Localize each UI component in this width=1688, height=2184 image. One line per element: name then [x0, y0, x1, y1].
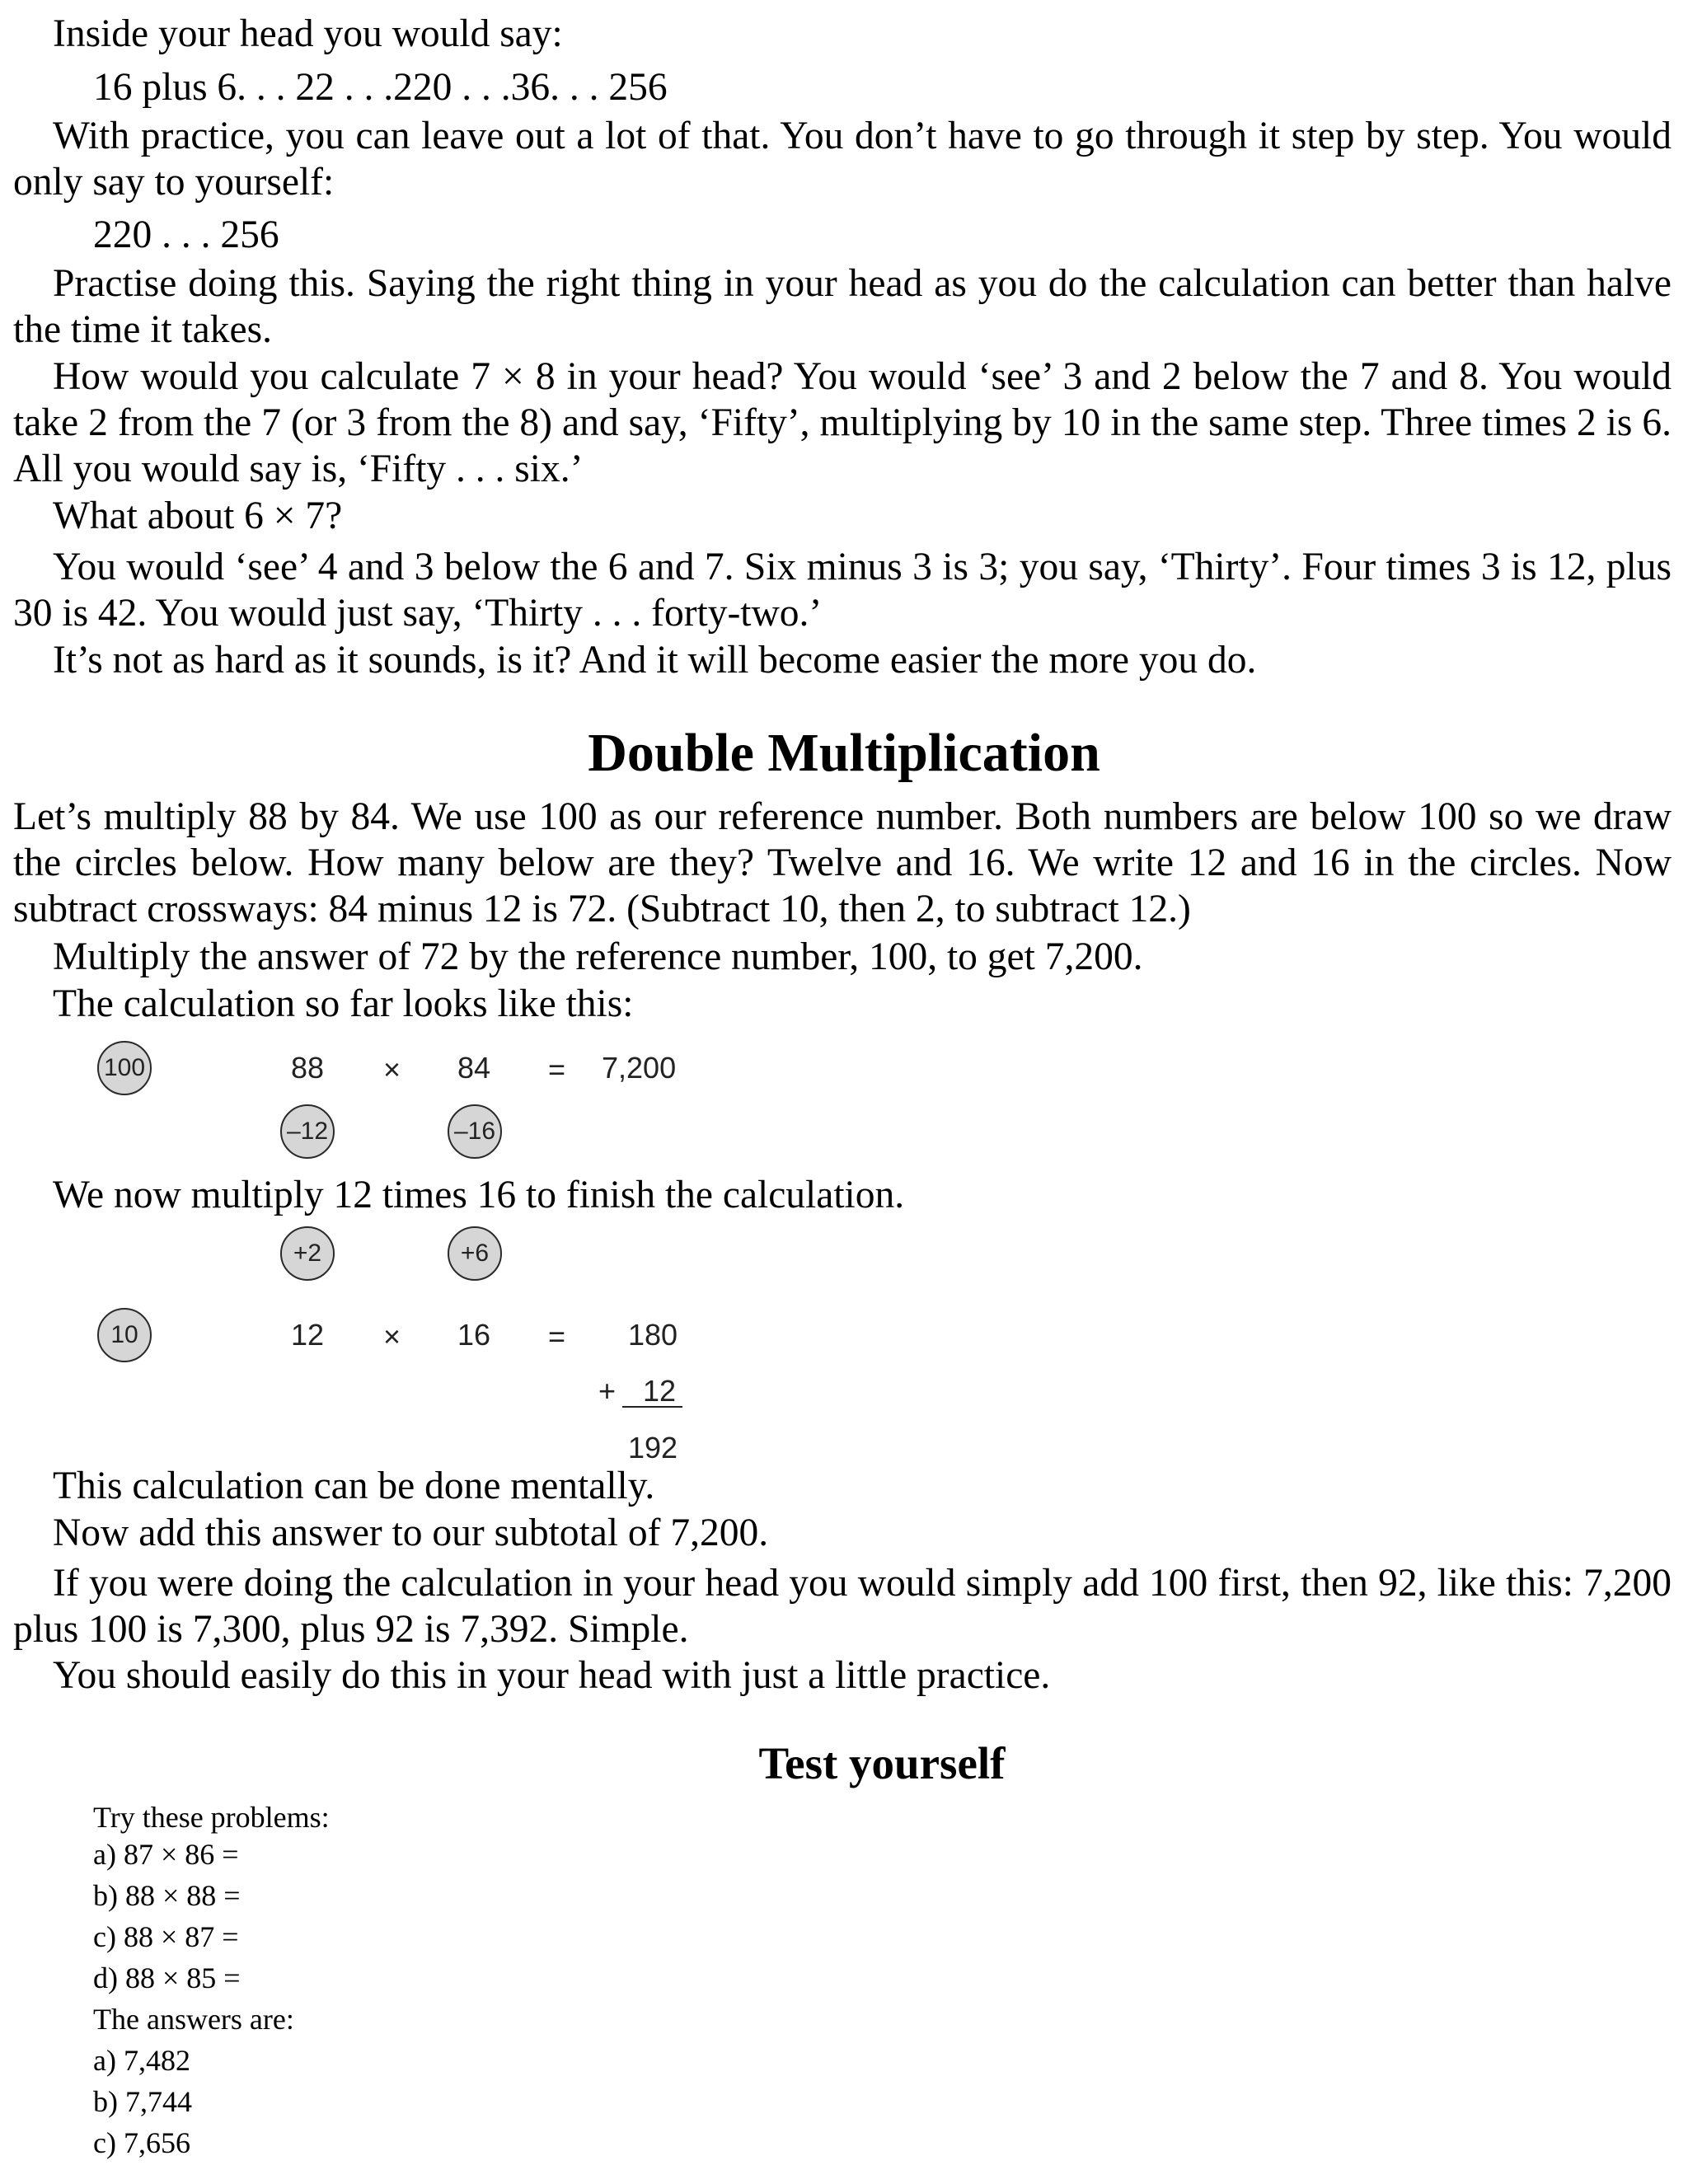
paragraph: With practice, you can leave out a lot of that. You don’t have to go through it step by step. You would only say to yourself: [13, 115, 1672, 204]
equals-sign: = [548, 1052, 566, 1086]
paragraph: What about 6 × 7? [53, 494, 343, 537]
paragraph: Practise doing this. Saying the right thing in your head as you do the calculation can better than halve the time it takes. [13, 262, 1672, 351]
multiplicand: 88 [291, 1051, 325, 1085]
difference-circle: –12 [280, 1104, 335, 1159]
answers-intro: The answers are: [93, 2003, 294, 2036]
paragraph: The calculation so far looks like this: [53, 982, 634, 1025]
answer-item: a) 7,482 [93, 2044, 190, 2077]
subsection-heading: Test yourself [758, 1738, 1006, 1788]
addend: 12 [643, 1374, 677, 1408]
multiplier: 84 [457, 1051, 491, 1085]
difference-circle: +2 [280, 1226, 335, 1281]
paragraph: Multiply the answer of 72 by the reference number, 100, to get 7,200. [53, 935, 1143, 978]
answer-item: b) 7,744 [93, 2085, 192, 2118]
answer-item: c) 7,656 [93, 2126, 190, 2159]
paragraph: It’s not as hard as it sounds, is it? And it will become easier the more you do. [53, 639, 1257, 682]
paragraph: If you were doing the calculation in your head you would simply add 100 first, then 92, like this: 7,200 plus 100 is 7,300, plus 92 is 7,392. Simple. [13, 1562, 1672, 1651]
paragraph: You should easily do this in your head with just a little practice. [53, 1654, 1051, 1697]
problem-item: b) 88 × 88 = [93, 1879, 241, 1912]
reference-circle: 100 [97, 1041, 152, 1095]
paragraph: Inside your head you would say: [53, 12, 563, 55]
times-sign: × [383, 1052, 401, 1086]
multiplier: 16 [457, 1318, 491, 1352]
plus-sign: + [598, 1374, 617, 1408]
reference-circle: 10 [97, 1308, 152, 1362]
problem-item: c) 88 × 87 = [93, 1920, 239, 1953]
paragraph: Now add this answer to our subtotal of 7,200. [53, 1511, 769, 1554]
paragraph: You would ‘see’ 4 and 3 below the 6 and 7. Six minus 3 is 3; you say, ‘Thirty’. Four times 3 is 12, plus 30 is 42. You would just say, ‘Thirty . . . forty-two.’ [13, 546, 1672, 635]
difference-circle: –16 [448, 1104, 502, 1159]
section-heading: Double Multiplication [588, 723, 1100, 783]
total: 192 [628, 1431, 678, 1465]
paragraph: Let’s multiply 88 by 84. We use 100 as our reference number. Both numbers are below 100 so we draw the circles below. How many below are they? Twelve and 16. We write 12 and 16 in the circles. Now subtract crossways: 84 minus 12 is 72. (Subtract 10, then 2, to subtract 12.) [13, 795, 1672, 930]
exercise-intro: Try these problems: [93, 1801, 330, 1834]
result: 7,200 [602, 1051, 677, 1085]
times-sign: × [383, 1319, 401, 1353]
paragraph: How would you calculate 7 × 8 in your head? You would ‘see’ 3 and 2 below the 7 and 8. You would take 2 from the 7 (or 3 from the 8) and say, ‘Fifty’, multiplying by 10 in the same step. Three times 2 is 6. All you would say is, ‘Fifty . . . six.’ [13, 355, 1672, 490]
mental-steps-line: 16 plus 6. . . 22 . . .220 . . .36. . . 256 [93, 66, 668, 109]
problem-item: a) 87 × 86 = [93, 1838, 239, 1871]
multiplicand: 12 [291, 1318, 325, 1352]
subtotal: 180 [628, 1318, 678, 1352]
equals-sign: = [548, 1319, 566, 1353]
mental-steps-line: 220 . . . 256 [93, 213, 279, 256]
problem-item: d) 88 × 85 = [93, 1961, 241, 1994]
paragraph: This calculation can be done mentally. [53, 1465, 655, 1507]
paragraph: We now multiply 12 times 16 to finish the calculation. [53, 1174, 905, 1216]
difference-circle: +6 [448, 1226, 502, 1281]
